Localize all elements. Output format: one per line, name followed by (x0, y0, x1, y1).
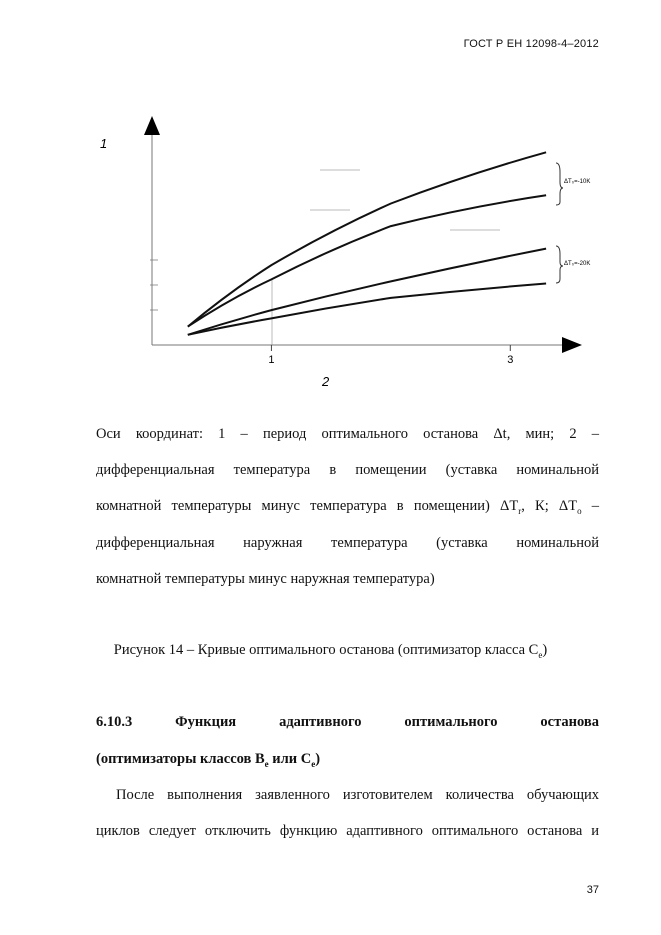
curve-1 (188, 152, 546, 326)
y-axis-arrow (144, 116, 160, 135)
annotation-10k: ΔT₀=-10K (564, 179, 591, 185)
paragraph-line-2: циклов следует отключить функцию адаптивного оптимального останова и (96, 823, 599, 839)
curve-3 (188, 249, 546, 335)
annotation-20k: ΔT₀=-20K (564, 261, 591, 267)
brace-20k (556, 246, 563, 283)
legend-line-3: комнатной температуры минус температура в помещении) $\Delta T_r$, К; $\Delta T_o$ – (96, 498, 599, 516)
optimal-stop-chart (0, 0, 661, 400)
page-number: 37 (586, 884, 599, 896)
legend-line-4: дифференциальная наружная температура (уставка номинальной (96, 535, 599, 551)
y-axis-label: 1 (100, 136, 108, 151)
legend-line-5: комнатной температуры минус наружная температура) (96, 571, 435, 587)
curve-4 (188, 284, 546, 335)
section-heading-line-2: (оптимизаторы классов $B_e$ или $C_e$) (96, 751, 321, 769)
chart-faint-marks (150, 170, 500, 345)
legend-line-1: Оси координат: 1 – период оптимального останова Δt, мин; 2 – (96, 426, 599, 442)
figure-caption: Рисунок 14 – Кривые оптимального останова (оптимизатор класса $C_e$) (113, 642, 548, 660)
section-number: 6.10.3 (96, 714, 133, 730)
x-axis-label: 2 (322, 374, 330, 389)
document-header: ГОСТ Р ЕН 12098-4–2012 (463, 38, 599, 50)
x-tick-label-1: 1 (268, 354, 275, 366)
legend-line-2: дифференциальная температура в помещении (уставка номинальной (96, 462, 599, 478)
brace-10k (556, 163, 563, 205)
x-axis-arrow (562, 337, 582, 353)
x-tick-label-2: 3 (507, 354, 514, 366)
paragraph-line-1: После выполнения заявленного изготовителем количества обучающих (116, 787, 599, 803)
section-heading: 6.10.3 Функция адаптивного оптимального останова (96, 714, 599, 730)
